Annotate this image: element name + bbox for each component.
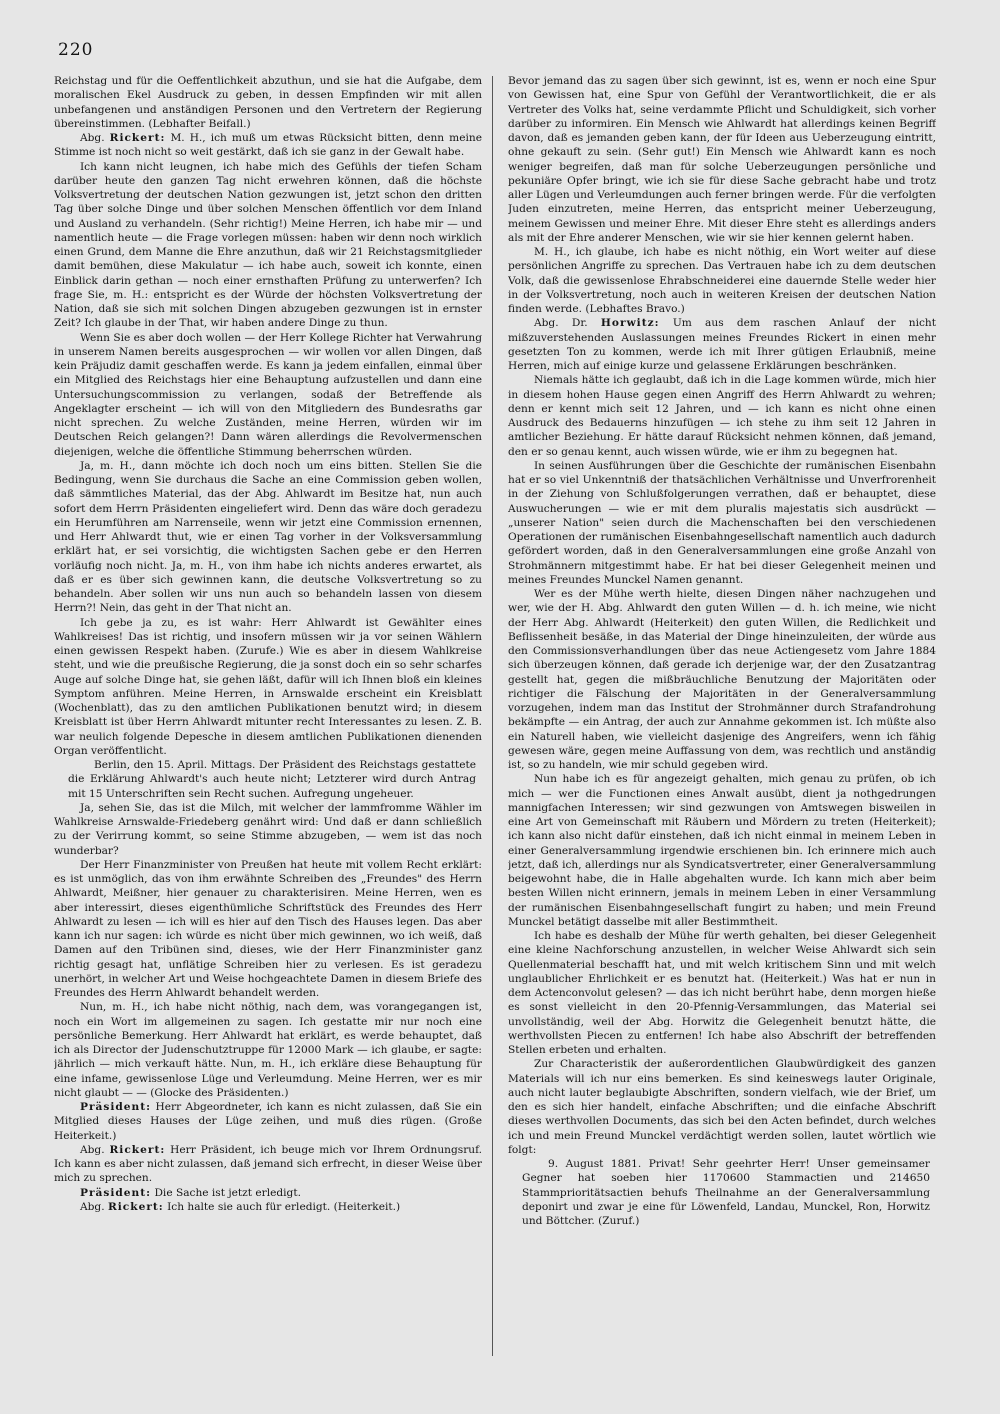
speech-paragraph: [508, 316, 936, 373]
speech-paragraph: [54, 1186, 482, 1200]
body-paragraph: Nun, m. H., ich habe nicht nöthig, nach dem, was vorangegangen ist, noch ein Wort im allgemeinen zu sagen. Ich gestatte mir nur noch eine persönliche Bemerkung. Herr Ahlwardt hat erklärt, es werde behauptet, daß ich als Director der Judenschutztruppe für 12000 Mark — ich glaube, er sagte: jährlich — mich verkauft hätte. Nun, m. H., ich erkläre diese Behauptung für eine infame, gewissenlose Lüge und Verleumdung. Meine Herren, wer es mir nicht glaubt — — (Glocke des Präsidenten.): [54, 1001, 482, 1099]
speaker-name: Präsident:: [80, 1186, 152, 1199]
speech-text: Herr Präsident, ich beuge mich vor Ihrem Ordnungsruf. Ich kann es aber nicht zulassen, daß jemand sich erfrecht, in dieser Weise über mich zu sprechen.: [54, 1143, 482, 1185]
body-paragraph: Ja, sehen Sie, das ist die Milch, mit welcher der lammfromme Wähler im Wahlkreise Arnswalde-Friedeberg genährt wird: Und daß er dann schließlich zu der Verirrung kommt, so seine Stimme abzugeben, — wem ist das noch wunderbar?: [54, 801, 482, 857]
speech-paragraph: [54, 1143, 482, 1186]
body-paragraph: Ich gebe ja zu, es ist wahr: Herr Ahlwardt ist Gewählter eines Wahlkreises! Das ist richtig, und insofern müssen wir ja vor seinen Wählern einen gewissen Respekt haben. (Zurufe.) Wie es aber in diesem Wahlkreise steht, und wie die preußische Regierung, die ja sonst doch ein so sehr scharfes Auge auf solche Dinge hat, sie gehen läßt, dafür will ich Ihnen bloß ein kleines Symptom anführen. Meine Herren, in Arnswalde erscheint ein Kreisblatt (Wochenblatt), das zu den amtlichen Publikationen benutzt wird; in diesem Kreisblatt ist über Herrn Ahlwardt mitunter recht Interessantes zu lesen. Z. B. war neulich folgende Depesche in diesem amtlichen Publikationen dienenden Organ veröffentlicht.: [54, 616, 482, 757]
quoted-text: 9. August 1881. Privat! Sehr geehrter Herr! Unser gemeinsamer Gegner hat soeben hier 1170600 Stammactien und 214650 Stammprioritätsactien behufs Theilnahme an der Generalversammlung deponirt und zwar je eine für Löwenfeld, Landau, Munckel, Ron, Horwitz und Böttcher. (Zuruf.): [522, 1158, 930, 1227]
speaker-name: Präsident:: [80, 1101, 152, 1113]
speech-text: Herr Abgeordneter, ich kann es nicht zulassen, daß Sie ein Mitglied dieses Hauses der Lüge zeihen, und muß dies rügen. (Große Heiterkeit.): [54, 1101, 482, 1142]
speaker-prefix: Abg.: [80, 1143, 105, 1156]
body-paragraph: In seinen Ausführungen über die Geschichte der rumänischen Eisenbahn hat er so viel Unkenntniß der thatsächlichen Verhältnisse und Unverfrorenheit in der Ziehung von Schlußfolgerungen verrathen, daß er behauptet, diese Auswucherungen — wie er mit dem pluralis majestatis sich ausdrückt — „unserer Nation" seien durch die Machenschaften bei den verschiedenen Operationen der rumänischen Eisenbahngesellschaft namentlich auch dadurch gefördert worden, daß in den Generalversammlungen eine große Anzahl von Strohmännern mitgestimmt habe. Er hat bei dieser Gelegenheit meinen und meines Freundes Munckel Namen genannt.: [508, 459, 936, 586]
speaker-name: Rickert:: [107, 1200, 164, 1213]
speaker-name: Horwitz:: [600, 317, 660, 330]
body-paragraph: Ja, m. H., dann möchte ich doch noch um eins bitten. Stellen Sie die Bedingung, wenn Sie durchaus die Sache an eine Commission geben wollen, daß sämmtliches Material, das der Abg. Ahlwardt im Besitze hat, nun auch sofort dem Herrn Präsidenten eingeliefert wird. Denn das wäre doch geradezu ein Herumführen am Narrenseile, wenn wir jetzt eine Commission ernennen, und Herr Ahlwardt thut, wie er einen Tag vorher in der Volksversammlung erklärt hat, er sei vorsichtig, die wichtigsten Sachen gebe er den Herren vorläufig noch nicht. Ja, m. H., von ihm habe ich nichts anderes erwartet, als daß er es über sich gewinnen kann, die deutsche Volksvertretung so zu behandeln. Aber sollen wir uns nun auch so behandeln lassen von diesem Herrn?! Nein, das geht in der That nicht an.: [54, 459, 482, 615]
speech-text: M. H., ich muß um etwas Rücksicht bitten, denn meine Stimme ist noch nicht so weit gestärkt, daß ich sie ganz in der Gewalt habe.: [54, 132, 482, 159]
body-paragraph: Wer es der Mühe werth hielte, diesen Dingen näher nachzugehen und wer, wie der H. Abg. Ahlwardt den guten Willen — d. h. ich meine, wie nicht der Herr Abg. Ahlwardt (Heiterkeit) den guten Willen, die Redlichkeit und Beflissenheit besäße, in das Material der Dinge hineinzuleiten, der würde aus den Commissionsverhandlungen über das neue Actiengesetz vom Jahre 1884 sich überzeugen können, daß gerade ich derjenige war, der den Zusatzantrag gestellt hat, gegen die mißbräuchliche Benutzung der Majoritäten oder richtiger die Fälschung der Majoritäten in der Generalversammlung vorzugehen, indem man das Institut der Strohmänner durch Strafandrohung bekämpfte — ein Antrag, der auch zur Annahme gekommen ist. Ich müßte also ein Naturell haben, wie vielleicht dasjenige des Angreifers, wenn ich fähig gewesen wäre, gegen meine Auffassung von dem, was rechtlich und anständig ist, so zu handeln, wie mir schuld gegeben wird.: [508, 588, 936, 771]
speech-paragraph: [54, 1100, 482, 1143]
body-paragraph: Ich kann nicht leugnen, ich habe mich des Gefühls der tiefen Scham darüber heute den ganzen Tag nicht erwehren können, daß die höchste Volksvertretung der deutschen Nation gezwungen ist, jetzt schon den dritten Tag über solche Dinge und über solchen Menschen öffentlich vor dem Inland und Ausland zu verhandeln. (Sehr richtig!) Meine Herren, ich habe mir — und namentlich heute — die Frage vorlegen müssen: haben wir denn noch wirklich einen Grund, dem Manne die Ehre anzuthun, daß wir 21 Reichstagsmitglieder damit bemühen, diese Makulatur — ich habe auch, soweit ich konnte, einen Einblick darin gethan — noch einer ernsthaften Prüfung zu unterwerfen? Ich frage Sie, m. H.: entspricht es der Würde der höchsten Volksvertretung der Nation, daß sie sich mit solchen Dingen abzugeben gezwungen ist in ernster Zeit? Ich glaube in der That, wir haben andere Dinge zu thun.: [54, 160, 482, 330]
speaker-prefix: Abg.: [80, 1200, 105, 1213]
body-paragraph: Ich habe es deshalb der Mühe für werth gehalten, bei dieser Gelegenheit eine kleine Nachforschung anzustellen, in welcher Weise Ahlwardt sich sein Quellenmaterial beschafft hat, und mit welch kritischem Sinn und mit welch unglaublicher Ehrlichkeit er es benutzt hat. (Heiterkeit.) Was hat er nun in dem Actenconvolut gelesen? — das ich nicht berührt habe, denn morgen hieße es sonst vielleicht in den 20-Pfennig-Versammlungen, das Material sei unvollständig, weil der Abg. Horwitz die Gelegenheit benutzt hätte, die werthvollsten Piecen zu entfernen! Ich habe also Abschrift der betreffenden Stellen erbeten und erhalten.: [508, 930, 936, 1056]
body-paragraph: M. H., ich glaube, ich habe es nicht nöthig, ein Wort weiter auf diese persönlichen Angriffe zu sprechen. Das Vertrauen habe ich zu dem deutschen Volk, daß die gewissenlose Ehrabschneiderei eine dauernde Stelle weder hier in der Volksvertretung, noch auch in weiteren Kreisen der deutschen Nation finden werde. (Lebhaftes Bravo.): [508, 246, 936, 315]
body-paragraph: Reichstag und für die Oeffentlichkeit abzuthun, und sie hat die Aufgabe, dem moralischen Ekel Ausdruck zu geben, in dessen Empfinden wir mit allen unbefangenen und anständigen Personen und den Vertretern der Regierung übereinstimmen. (Lebhafter Beifall.): [54, 75, 482, 130]
page-number: 220: [58, 40, 94, 60]
body-paragraph: Nun habe ich es für angezeigt gehalten, mich genau zu prüfen, ob ich mich — wer die Functionen eines Anwalt ausübt, dient ja nothgedrungen mannigfachen Interessen; wir sind gezwungen von Amtswegen bisweilen in eine Art von Gemeinschaft mit Räubern und Mördern zu treten (Heiterkeit); ich kann also nicht dafür einstehen, daß ich nicht einmal in meinem Leben in einer Generalversammlung irgendwie erschienen bin. Ich erinnere mich auch jetzt, daß ich, allerdings nur als Syndicatsvertreter, einer Generalversammlung beigewohnt habe, die in Halle abgehalten wurde. Ich kann mich aber beim besten Willen nicht erinnern, jemals in meinem Leben in einer Versammlung der rumänischen Eisenbahngesellschaft fungirt zu haben; und mein Freund Munckel betätigt dasselbe mit aller Bestimmtheit.: [508, 773, 936, 928]
speaker-name: Rickert:: [109, 132, 166, 144]
body-paragraph: Bevor jemand das zu sagen über sich gewinnt, ist es, wenn er noch eine Spur von Gewissen hat, eine Spur von Gefühl der Verantwortlichkeit, die er als Vertreter des Volks hat, seine verdammte Pflicht und Schuldigkeit, sich vorher darüber zu informiren. Ein Mensch wie Ahlwardt hat allerdings keinen Begriff davon, daß es jemanden geben kann, der für Ideen aus Ueberzeugung eintritt, ohne gekauft zu sein. (Sehr gut!) Ein Mensch wie Ahlwardt kann es noch weniger begreifen, daß man für solche Ueberzeugungen persönliche und pekuniäre Opfer bringt, wie ich sie für diese Sache gebracht habe und trotz aller Lügen und Verleumdungen auch ferner bringen werde. Für die verfolgten Juden einzutreten, meine Herren, das entspricht meiner Ueberzeugung, meinem Gewissen und meiner Ehre. Mit dieser Ehre steht es allerdings anders als mit der Ehre anderer Menschen, wie wir sie hier kennen gelernt haben.: [508, 75, 936, 244]
quoted-text: Berlin, den 15. April. Mittags. Der Präsident des Reichstags gestattete die Erklärung Ahlwardt's auch heute nicht; Letzterer wird durch Antrag mit 15 Unterschriften sein Recht suchen. Aufregung ungeheuer.: [68, 759, 476, 800]
speech-text: Die Sache ist jetzt erledigt.: [154, 1186, 301, 1199]
speaker-prefix: Abg.: [80, 132, 105, 144]
body-paragraph: Niemals hätte ich geglaubt, daß ich in die Lage kommen würde, mich hier in diesem hohen Hause gegen einen Angriff des Herrn Ahlwardt zu wehren; denn er kennt mich seit 12 Jahren, und — ich kann es nicht ohne einen Ausdruck des Bedauerns hinzufügen — ich stehe zu ihm seit 12 Jahren in amtlicher Beziehung. Er hätte darauf Rücksicht nehmen können, daß jemand, den er so genau kennt, auch wissen würde, wie er ihm zu begegnen hat.: [508, 374, 936, 458]
speech-text: Ich halte sie auch für erledigt. (Heiterkeit.): [167, 1200, 401, 1213]
body-paragraph: Wenn Sie es aber doch wollen — der Herr Kollege Richter hat Verwahrung in unserem Namen bereits ausgesprochen — wir wollen vor allen Dingen, daß kein Präjudiz damit geschaffen werde. Es kann ja jedem einfallen, einmal über ein Mitglied des Reichstags hier eine Behauptung aufzustellen und dann eine Untersuchungscommission zu verlangen, sodaß der Betreffende als Angeklagter erscheint — ich will von den Mitgliedern des Bundesraths gar nicht sprechen. Zu welche Zuständen, meine Herren, würden wir im Deutschen Reich gelangen?! Dann wären allerdings die Revolvermenschen diejenigen, welche die öffentliche Stimmung beherrschen würden.: [54, 331, 482, 458]
speech-text: Um aus dem raschen Anlauf der nicht mißzuverstehenden Auslassungen meines Freundes Rickert in einen mehr gesetzten Ton zu kommen, werde ich mit Ihrer gütigen Erlaubniß, meine Herren, mich auf einige kurze und gelassene Erklärungen beschränken.: [508, 317, 936, 372]
body-paragraph: Der Herr Finanzminister von Preußen hat heute mit vollem Recht erklärt: es ist unmöglich, das von ihm erwähnte Schreiben des „Freundes" des Herrn Ahlwardt, Meißner, hier genauer zu charakterisiren. Meine Herren, wen es aber interessirt, dieses eigenthümliche Schriftstück des Freundes des Herr Ahlwardt zu lesen — ich will es hier auf den Tisch des Hauses legen. Das aber kann ich nur sagen: ich würde es nicht über mich gewinnen, wo ich weiß, daß Damen auf den Tribünen sind, dieses, wie der Herr Finanzminister ganz richtig gesagt hat, unflätige Schreiben hier zu verlesen. Es ist geradezu unerhört, in welcher Art und Weise hochgeachtete Damen in diesem Briefe des Freundes des Herrn Ahlwardt behandelt werden.: [54, 858, 482, 999]
column-divider: [492, 76, 493, 1356]
speech-paragraph: [54, 1200, 482, 1214]
right-column: [508, 74, 936, 1354]
speaker-name: Rickert:: [109, 1143, 166, 1156]
speech-paragraph: [54, 131, 482, 160]
left-column: [54, 74, 482, 1390]
body-paragraph: Zur Characteristik der außerordentlichen Glaubwürdigkeit des ganzen Materials will ich nur eins bemerken. Es sind keineswegs lauter Originale, auch nicht lauter beglaubigte Abschriften, sondern vielfach, wie der Brief, um den es sich hier handelt, einfache Abschriften; und die einfache Abschrift dieses werthvollen Documents, das sich bei den Acten befindet, durch welches ich und mein Freund Munckel verdächtigt werden sollen, lautet wörtlich wie folgt:: [508, 1058, 936, 1156]
speaker-prefix: Abg. Dr.: [534, 317, 588, 330]
